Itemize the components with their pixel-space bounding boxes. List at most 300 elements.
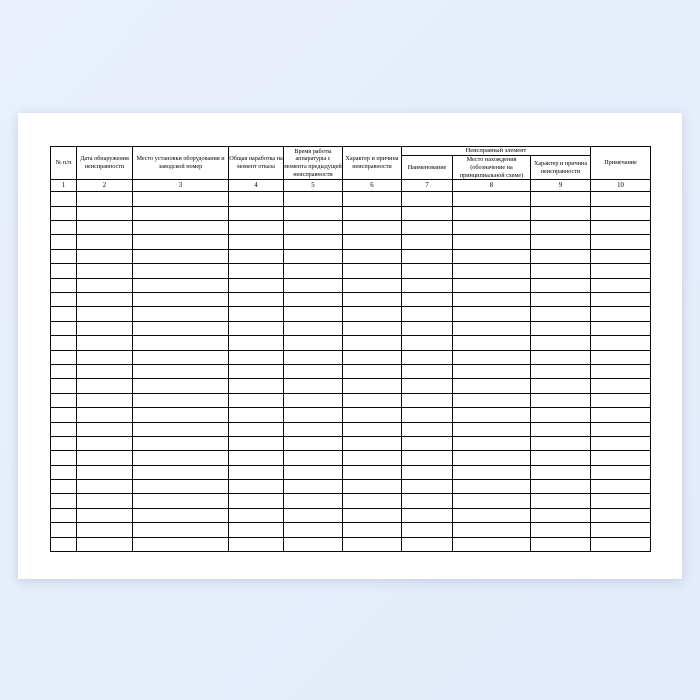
table-cell[interactable]	[402, 192, 453, 206]
table-cell[interactable]	[531, 480, 591, 494]
table-cell[interactable]	[402, 422, 453, 436]
table-row[interactable]	[51, 292, 651, 306]
table-cell[interactable]	[229, 364, 284, 378]
table-cell[interactable]	[229, 523, 284, 537]
table-cell[interactable]	[402, 221, 453, 235]
table-cell[interactable]	[229, 494, 284, 508]
table-cell[interactable]	[284, 364, 343, 378]
document-page	[18, 113, 682, 579]
table-cell[interactable]	[591, 192, 651, 206]
table-cell[interactable]	[77, 336, 133, 350]
table-cell[interactable]	[133, 379, 229, 393]
table-cell[interactable]	[453, 350, 531, 364]
table-cell[interactable]	[591, 436, 651, 450]
column-number-2: 2	[77, 180, 133, 192]
table-cell[interactable]	[229, 307, 284, 321]
table-cell[interactable]	[591, 264, 651, 278]
table-cell[interactable]	[51, 206, 77, 220]
table-cell[interactable]	[453, 379, 531, 393]
table-cell[interactable]	[133, 436, 229, 450]
table-cell[interactable]	[453, 278, 531, 292]
table-cell[interactable]	[343, 465, 402, 479]
table-cell[interactable]	[453, 206, 531, 220]
table-cell[interactable]	[402, 465, 453, 479]
table-cell[interactable]	[531, 307, 591, 321]
table-cell[interactable]	[133, 192, 229, 206]
table-cell[interactable]	[453, 480, 531, 494]
table-cell[interactable]	[133, 292, 229, 306]
table-cell[interactable]	[284, 321, 343, 335]
table-cell[interactable]	[591, 537, 651, 551]
header-col-6: Характер и причина неисправности	[343, 147, 402, 180]
table-cell[interactable]	[531, 379, 591, 393]
table-cell[interactable]	[77, 278, 133, 292]
table-cell[interactable]	[591, 292, 651, 306]
table-cell[interactable]	[133, 393, 229, 407]
table-cell[interactable]	[77, 249, 133, 263]
table-cell[interactable]	[453, 494, 531, 508]
table-row[interactable]	[51, 494, 651, 508]
table-cell[interactable]	[133, 336, 229, 350]
column-number-1: 1	[51, 180, 77, 192]
column-number-8: 8	[453, 180, 531, 192]
table-cell[interactable]	[591, 480, 651, 494]
table-row[interactable]	[51, 523, 651, 537]
table-cell[interactable]	[51, 494, 77, 508]
table-cell[interactable]	[284, 249, 343, 263]
table-cell[interactable]	[531, 422, 591, 436]
table-row[interactable]	[51, 379, 651, 393]
table-cell[interactable]	[133, 465, 229, 479]
table-cell[interactable]	[343, 206, 402, 220]
table-cell[interactable]	[133, 508, 229, 522]
table-cell[interactable]	[284, 292, 343, 306]
table-cell[interactable]	[591, 422, 651, 436]
table-cell[interactable]	[453, 408, 531, 422]
table-row[interactable]	[51, 221, 651, 235]
header-row-top	[51, 147, 651, 156]
table-cell[interactable]	[229, 206, 284, 220]
table-row[interactable]	[51, 451, 651, 465]
table-cell[interactable]	[343, 307, 402, 321]
table-cell[interactable]	[77, 465, 133, 479]
table-cell[interactable]	[402, 292, 453, 306]
table-cell[interactable]	[284, 206, 343, 220]
table-cell[interactable]	[229, 393, 284, 407]
table-cell[interactable]	[229, 350, 284, 364]
table-cell[interactable]	[343, 235, 402, 249]
table-cell[interactable]	[531, 393, 591, 407]
table-cell[interactable]	[591, 307, 651, 321]
table-cell[interactable]	[531, 508, 591, 522]
table-cell[interactable]	[531, 408, 591, 422]
table-cell[interactable]	[343, 264, 402, 278]
table-cell[interactable]	[531, 264, 591, 278]
table-cell[interactable]	[284, 523, 343, 537]
table-row[interactable]	[51, 235, 651, 249]
table-cell[interactable]	[133, 264, 229, 278]
table-cell[interactable]	[402, 508, 453, 522]
table-cell[interactable]	[77, 436, 133, 450]
table-cell[interactable]	[453, 537, 531, 551]
table-cell[interactable]	[284, 465, 343, 479]
table-cell[interactable]	[284, 221, 343, 235]
table-cell[interactable]	[51, 292, 77, 306]
table-cell[interactable]	[591, 336, 651, 350]
table-cell[interactable]	[402, 350, 453, 364]
table-cell[interactable]	[77, 480, 133, 494]
table-cell[interactable]	[453, 264, 531, 278]
table-cell[interactable]	[284, 537, 343, 551]
table-cell[interactable]	[229, 249, 284, 263]
table-cell[interactable]	[133, 364, 229, 378]
table-head	[51, 147, 651, 192]
table-cell[interactable]	[51, 451, 77, 465]
table-cell[interactable]	[77, 379, 133, 393]
table-cell[interactable]	[402, 336, 453, 350]
table-cell[interactable]	[591, 379, 651, 393]
table-cell[interactable]	[77, 393, 133, 407]
table-cell[interactable]	[591, 393, 651, 407]
table-cell[interactable]	[284, 508, 343, 522]
table-cell[interactable]	[133, 408, 229, 422]
header-col-3: Место установки оборудования и заводской номер	[133, 147, 229, 180]
table-cell[interactable]	[77, 321, 133, 335]
table-row[interactable]	[51, 192, 651, 206]
table-cell[interactable]	[453, 321, 531, 335]
table-cell[interactable]	[591, 321, 651, 335]
table-cell[interactable]	[229, 480, 284, 494]
table-cell[interactable]	[343, 379, 402, 393]
table-cell[interactable]	[51, 350, 77, 364]
column-number-9: 9	[531, 180, 591, 192]
table-cell[interactable]	[77, 307, 133, 321]
table-cell[interactable]	[51, 408, 77, 422]
table-cell[interactable]	[531, 278, 591, 292]
table-cell[interactable]	[453, 451, 531, 465]
table-cell[interactable]	[284, 379, 343, 393]
table-cell[interactable]	[591, 523, 651, 537]
table-cell[interactable]	[229, 422, 284, 436]
table-cell[interactable]	[51, 321, 77, 335]
table-cell[interactable]	[133, 307, 229, 321]
table-cell[interactable]	[51, 379, 77, 393]
table-cell[interactable]	[402, 436, 453, 450]
column-number-3: 3	[133, 180, 229, 192]
table-cell[interactable]	[402, 206, 453, 220]
table-cell[interactable]	[284, 436, 343, 450]
table-cell[interactable]	[51, 436, 77, 450]
table-cell[interactable]	[51, 523, 77, 537]
table-cell[interactable]	[453, 192, 531, 206]
table-cell[interactable]	[343, 408, 402, 422]
table-cell[interactable]	[343, 508, 402, 522]
table-cell[interactable]	[284, 264, 343, 278]
table-row[interactable]	[51, 278, 651, 292]
table-cell[interactable]	[133, 221, 229, 235]
table-cell[interactable]	[229, 465, 284, 479]
table-cell[interactable]	[453, 336, 531, 350]
table-cell[interactable]	[77, 264, 133, 278]
table-cell[interactable]	[51, 537, 77, 551]
table-cell[interactable]	[453, 523, 531, 537]
table-cell[interactable]	[229, 292, 284, 306]
table-cell[interactable]	[77, 350, 133, 364]
header-col-1: № п/п	[51, 147, 77, 180]
table-cell[interactable]	[229, 221, 284, 235]
table-cell[interactable]	[284, 480, 343, 494]
table-cell[interactable]	[531, 336, 591, 350]
table-cell[interactable]	[77, 408, 133, 422]
table-cell[interactable]	[133, 451, 229, 465]
table-cell[interactable]	[284, 408, 343, 422]
table-cell[interactable]	[343, 393, 402, 407]
table-row[interactable]	[51, 508, 651, 522]
column-number-row	[51, 180, 651, 192]
table-cell[interactable]	[229, 321, 284, 335]
table-cell[interactable]	[229, 264, 284, 278]
table-cell[interactable]	[51, 221, 77, 235]
table-cell[interactable]	[133, 321, 229, 335]
table-row[interactable]	[51, 480, 651, 494]
table-cell[interactable]	[229, 508, 284, 522]
table-cell[interactable]	[402, 393, 453, 407]
table-cell[interactable]	[77, 494, 133, 508]
table-cell[interactable]	[51, 235, 77, 249]
table-cell[interactable]	[343, 221, 402, 235]
table-cell[interactable]	[133, 350, 229, 364]
table-row[interactable]	[51, 537, 651, 551]
table-cell[interactable]	[453, 292, 531, 306]
table-cell[interactable]	[402, 523, 453, 537]
table-cell[interactable]	[343, 523, 402, 537]
table-cell[interactable]	[343, 494, 402, 508]
table-cell[interactable]	[77, 451, 133, 465]
table-cell[interactable]	[402, 235, 453, 249]
table-cell[interactable]	[51, 465, 77, 479]
table-row[interactable]	[51, 436, 651, 450]
header-col-5: Время работы аппаратуры с момента предыдущей неисправности	[284, 147, 342, 178]
table-cell[interactable]	[77, 422, 133, 436]
table-cell[interactable]	[229, 278, 284, 292]
column-number-7: 7	[402, 180, 453, 192]
table-cell[interactable]	[229, 336, 284, 350]
table-cell[interactable]	[229, 451, 284, 465]
table-cell[interactable]	[229, 235, 284, 249]
fault-log-table	[50, 146, 651, 552]
table-cell[interactable]	[343, 480, 402, 494]
table-cell[interactable]	[402, 264, 453, 278]
table-cell[interactable]	[343, 249, 402, 263]
table-cell[interactable]	[343, 364, 402, 378]
table-cell[interactable]	[133, 206, 229, 220]
table-cell[interactable]	[402, 451, 453, 465]
table-row[interactable]	[51, 336, 651, 350]
table-cell[interactable]	[343, 537, 402, 551]
table-cell[interactable]	[229, 537, 284, 551]
table-row[interactable]	[51, 364, 651, 378]
table-cell[interactable]	[531, 249, 591, 263]
table-cell[interactable]	[531, 523, 591, 537]
table-cell[interactable]	[51, 508, 77, 522]
table-cell[interactable]	[531, 537, 591, 551]
table-cell[interactable]	[133, 422, 229, 436]
header-col-10: Примечание	[591, 147, 651, 180]
table-cell[interactable]	[133, 523, 229, 537]
table-cell[interactable]	[133, 235, 229, 249]
table-cell[interactable]	[402, 480, 453, 494]
table-cell[interactable]	[531, 221, 591, 235]
header-col-2: Дата обнаружения неисправности	[77, 147, 133, 180]
table-cell[interactable]	[343, 321, 402, 335]
table-cell[interactable]	[343, 292, 402, 306]
table-cell[interactable]	[229, 408, 284, 422]
table-cell[interactable]	[402, 364, 453, 378]
table-cell[interactable]	[284, 307, 343, 321]
table-cell[interactable]	[591, 278, 651, 292]
table-cell[interactable]	[402, 278, 453, 292]
table-cell[interactable]	[591, 364, 651, 378]
table-cell[interactable]	[402, 321, 453, 335]
table-cell[interactable]	[284, 278, 343, 292]
table-cell[interactable]	[453, 307, 531, 321]
table-cell[interactable]	[77, 508, 133, 522]
table-cell[interactable]	[531, 350, 591, 364]
table-cell[interactable]	[453, 422, 531, 436]
table-cell[interactable]	[229, 436, 284, 450]
table-cell[interactable]	[77, 192, 133, 206]
table-cell[interactable]	[531, 436, 591, 450]
table-cell[interactable]	[51, 307, 77, 321]
table-row[interactable]	[51, 422, 651, 436]
table-cell[interactable]	[591, 206, 651, 220]
table-row[interactable]	[51, 393, 651, 407]
table-cell[interactable]	[531, 494, 591, 508]
table-cell[interactable]	[51, 364, 77, 378]
table-cell[interactable]	[343, 336, 402, 350]
table-cell[interactable]	[591, 235, 651, 249]
table-cell[interactable]	[51, 336, 77, 350]
table-cell[interactable]	[284, 235, 343, 249]
header-group-faulty-element: Неисправный элемент	[402, 147, 591, 156]
table-cell[interactable]	[77, 206, 133, 220]
table-cell[interactable]	[531, 206, 591, 220]
table-cell[interactable]	[343, 451, 402, 465]
table-cell[interactable]	[284, 422, 343, 436]
table-cell[interactable]	[343, 192, 402, 206]
table-container	[50, 146, 650, 549]
table-cell[interactable]	[133, 480, 229, 494]
table-cell[interactable]	[402, 307, 453, 321]
table-cell[interactable]	[284, 336, 343, 350]
table-cell[interactable]	[77, 235, 133, 249]
table-cell[interactable]	[77, 292, 133, 306]
table-cell[interactable]	[51, 249, 77, 263]
table-cell[interactable]	[531, 364, 591, 378]
table-cell[interactable]	[531, 451, 591, 465]
table-cell[interactable]	[51, 264, 77, 278]
column-number-5: 5	[284, 180, 343, 192]
table-cell[interactable]	[453, 235, 531, 249]
table-row[interactable]	[51, 307, 651, 321]
table-cell[interactable]	[77, 523, 133, 537]
table-cell[interactable]	[51, 480, 77, 494]
header-col-4: Общая наработка на момент отказа	[229, 147, 284, 180]
table-cell[interactable]	[229, 192, 284, 206]
table-cell[interactable]	[229, 379, 284, 393]
table-cell[interactable]	[284, 494, 343, 508]
table-cell[interactable]	[51, 192, 77, 206]
table-cell[interactable]	[531, 192, 591, 206]
table-cell[interactable]	[591, 350, 651, 364]
table-row[interactable]	[51, 408, 651, 422]
table-cell[interactable]	[453, 465, 531, 479]
table-row[interactable]	[51, 264, 651, 278]
table-cell[interactable]	[402, 379, 453, 393]
table-cell[interactable]	[133, 537, 229, 551]
table-cell[interactable]	[453, 393, 531, 407]
table-cell[interactable]	[51, 393, 77, 407]
table-cell[interactable]	[453, 436, 531, 450]
column-number-6: 6	[343, 180, 402, 192]
table-cell[interactable]	[453, 249, 531, 263]
table-cell[interactable]	[343, 436, 402, 450]
table-cell[interactable]	[51, 278, 77, 292]
table-cell[interactable]	[284, 350, 343, 364]
table-cell[interactable]	[284, 192, 343, 206]
table-cell[interactable]	[133, 278, 229, 292]
table-cell[interactable]	[591, 249, 651, 263]
table-cell[interactable]	[591, 221, 651, 235]
table-cell[interactable]	[284, 451, 343, 465]
table-cell[interactable]	[77, 364, 133, 378]
table-cell[interactable]	[133, 249, 229, 263]
header-col-8: Место нахождения (обозначение на принципиальной схеме)	[453, 156, 531, 180]
table-cell[interactable]	[591, 465, 651, 479]
table-row[interactable]	[51, 206, 651, 220]
table-cell[interactable]	[77, 221, 133, 235]
table-cell[interactable]	[591, 508, 651, 522]
column-number-4: 4	[229, 180, 284, 192]
table-cell[interactable]	[284, 393, 343, 407]
table-cell[interactable]	[133, 494, 229, 508]
table-cell[interactable]	[77, 537, 133, 551]
table-body	[51, 192, 651, 552]
table-cell[interactable]	[531, 321, 591, 335]
table-cell[interactable]	[591, 494, 651, 508]
table-cell[interactable]	[343, 350, 402, 364]
table-cell[interactable]	[531, 465, 591, 479]
table-cell[interactable]	[531, 292, 591, 306]
table-cell[interactable]	[453, 221, 531, 235]
table-cell[interactable]	[453, 508, 531, 522]
table-cell[interactable]	[343, 422, 402, 436]
table-row[interactable]	[51, 465, 651, 479]
table-cell[interactable]	[591, 451, 651, 465]
table-row[interactable]	[51, 350, 651, 364]
table-cell[interactable]	[343, 278, 402, 292]
table-cell[interactable]	[402, 537, 453, 551]
table-cell[interactable]	[51, 422, 77, 436]
table-cell[interactable]	[402, 494, 453, 508]
table-row[interactable]	[51, 321, 651, 335]
table-cell[interactable]	[402, 408, 453, 422]
table-cell[interactable]	[402, 249, 453, 263]
table-row[interactable]	[51, 249, 651, 263]
table-cell[interactable]	[531, 235, 591, 249]
table-cell[interactable]	[453, 364, 531, 378]
table-cell[interactable]	[591, 408, 651, 422]
